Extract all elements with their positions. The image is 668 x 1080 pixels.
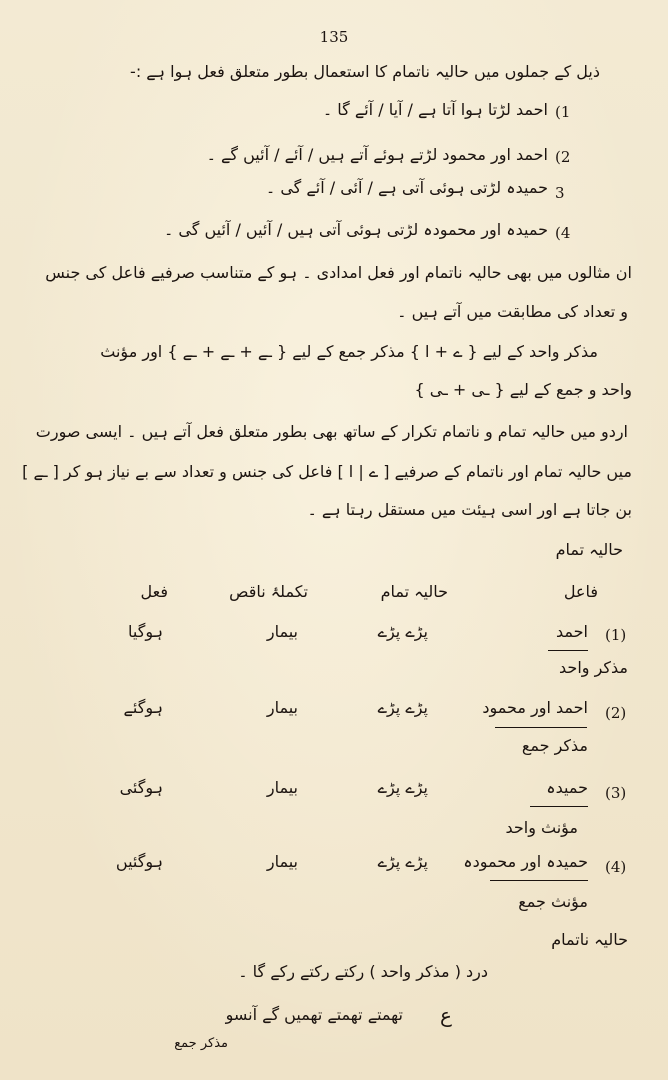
example-2-number: (2 [555,148,571,166]
row2-gender: مذکر جمع [521,736,588,755]
row3-gender: مؤنث واحد [505,818,578,837]
row1-number: (1) [605,626,627,644]
para1-line2: و تعداد کی مطابقت میں آتے ہیں ۔ [397,302,628,321]
row4-complement: بیمار [266,852,298,871]
header-verb: فعل [140,582,168,601]
row3-number: (3) [605,784,627,802]
header-participle: حالیہ تمام [380,582,448,601]
row4-participle: پڑے پڑے [377,852,428,871]
bottom-label: مذکر جمع [174,1036,228,1051]
example-1-text: احمد لڑتا ہوا آتا ہے / آیا / آئے گا ۔ [322,100,548,119]
para3-line2: میں حالیہ تمام اور ناتمام کے صرفیے [ ے | ا ] فاعل کی جنس و تعداد سے بے نیاز ہو کر [ ـے ] [22,462,632,481]
example-3-number: 3 [555,184,565,202]
row3-subject-underline [530,806,588,807]
row4-number: (4) [605,858,627,876]
row2-complement: بیمار [266,698,298,717]
row2-subject-underline [495,727,587,728]
row1-gender: مذکر واحد [559,658,628,677]
example-4-text: حمیدہ اور محمودہ لڑتی ہوئی آتی ہیں / آئیں / آئیں گی ۔ [163,220,548,239]
example-3-text: حمیدہ لڑتی ہوئی آتی ہے / آئی / آئے گی ۔ [265,178,548,197]
row2-verb: ہوگئے [123,698,163,717]
row1-complement: بیمار [266,622,298,641]
header-complement: تکملۂ ناقص [229,582,308,601]
example-1-number: (1 [555,103,571,121]
final-example-line: درد ( مذکر واحد ) رکتے رکتے رکے گا ۔ [238,962,488,981]
section-heading-2: حالیہ ناتمام [551,930,628,949]
row3-subject: حمیدہ [546,778,588,797]
para1-line1: ان مثالوں میں بھی حالیہ ناتمام اور فعل امدادی ۔ ہو کے متناسب صرفیے فاعل کی جنس [45,263,632,282]
intro-line: ذیل کے جملوں میں حالیہ ناتمام کا استعمال بطور متعلق فعل ہوا ہے :- [130,62,600,81]
row2-subject: احمد اور محمود [482,698,588,717]
header-subject: فاعل [563,582,598,601]
row3-participle: پڑے پڑے [377,778,428,797]
bottom-mark: ع [440,1003,452,1027]
row4-gender: مؤنث جمع [518,892,588,911]
example-2-text: احمد اور محمود لڑتے ہوئے آتے ہیں / آئے / آئیں گے ۔ [206,145,548,164]
row1-subject: احمد [556,622,588,641]
row4-verb: ہوگئیں [115,852,163,871]
row4-subject-underline [490,880,588,881]
row3-complement: بیمار [266,778,298,797]
row2-participle: پڑے پڑے [377,698,428,717]
para2-line2: واحد و جمع کے لیے { ـی + ـی } [414,380,632,399]
example-4-number: (4 [555,224,571,242]
row2-number: (2) [605,704,627,722]
para3-line3: بن جاتا ہے اور اسی ہیئت میں مستقل رہتا ہے ۔ [307,500,632,519]
page-number: 135 [319,28,349,46]
row4-subject: حمیدہ اور محمودہ [463,852,588,871]
para2-line1: مذکر واحد کے لیے { ے + ا } مذکر جمع کے لیے { ـے + ـے + ـے } اور مؤنث [100,342,598,361]
bottom-word: تھمتے تھمتے تھمیں گے آنسو [225,1005,403,1024]
para3-line1: اردو میں حالیہ تمام و ناتمام تکرار کے ساتھ بھی بطور متعلق فعل آتے ہیں ۔ ایسی صورت [35,422,628,441]
section-heading: حالیہ تمام [555,540,623,559]
row3-verb: ہوگئی [119,778,163,797]
row1-verb: ہوگیا [128,622,163,641]
row1-participle: پڑے پڑے [377,622,428,641]
row1-subject-underline [548,650,588,651]
